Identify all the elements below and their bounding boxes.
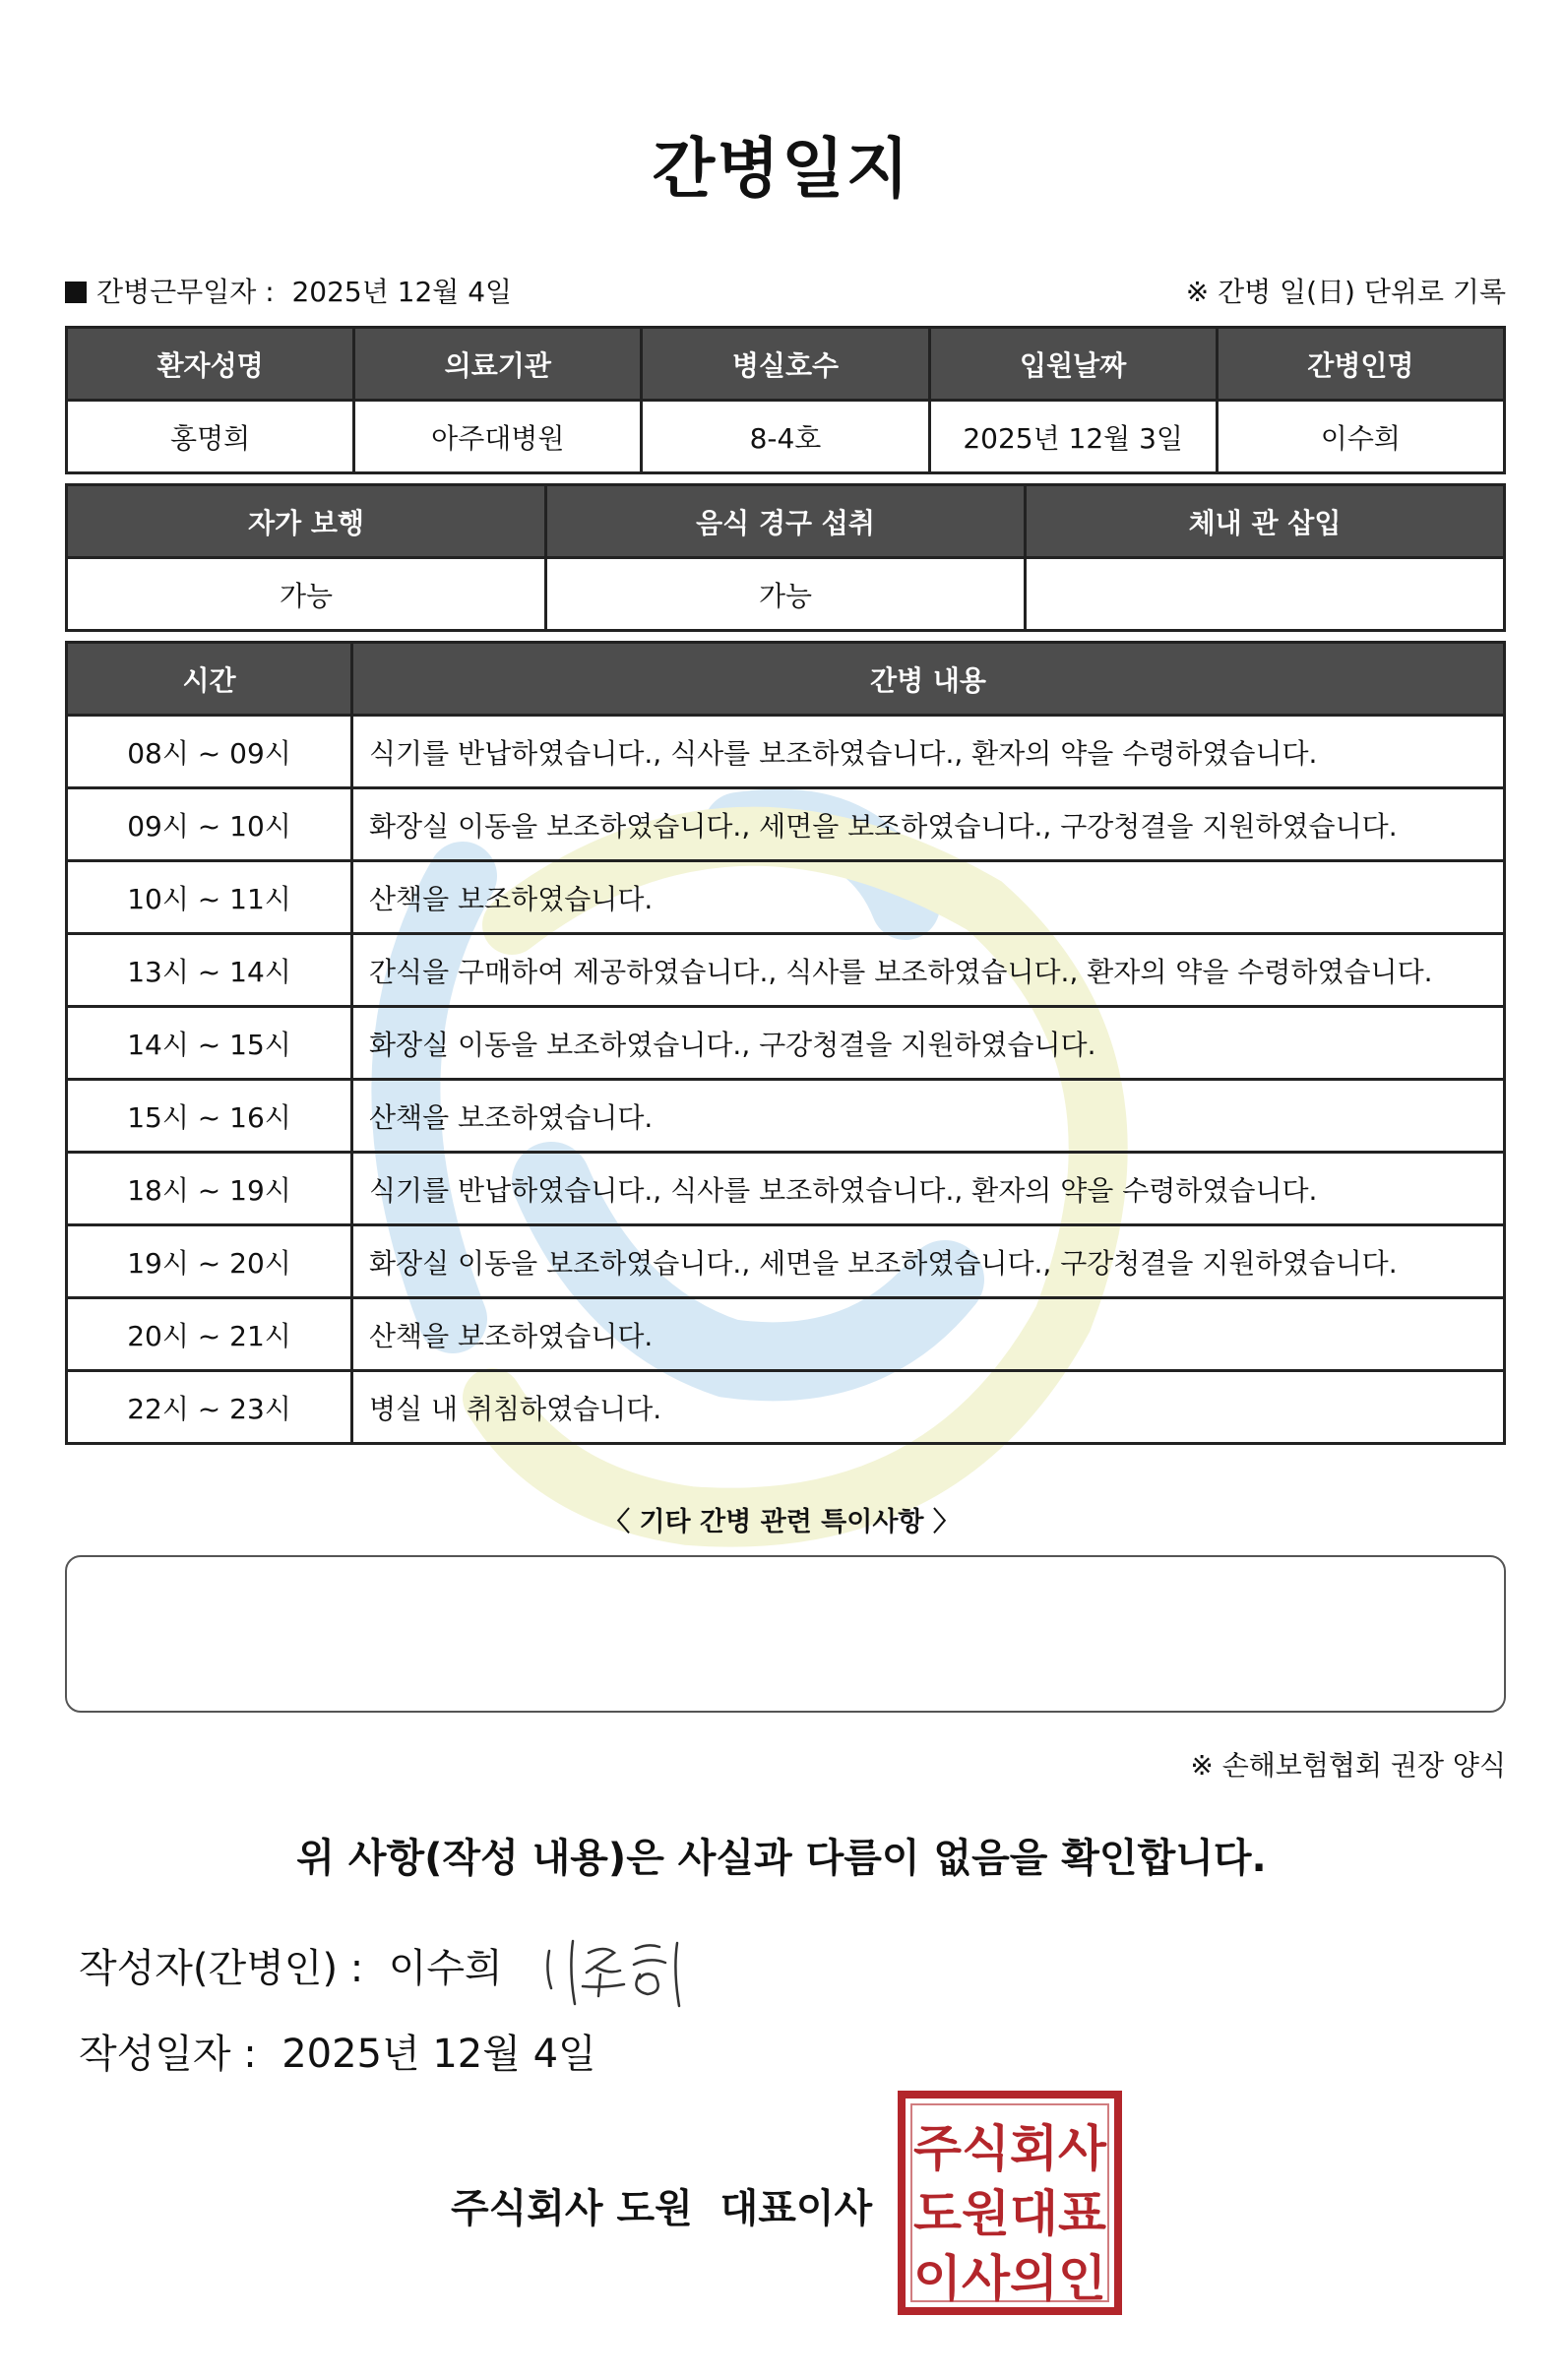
patient-name: 홍명희 — [67, 401, 354, 473]
log-time: 18시 ~ 19시 — [67, 1153, 352, 1225]
oral-intake-value: 가능 — [546, 558, 1026, 631]
log-content: 화장실 이동을 보조하였습니다., 구강청결을 지원하였습니다. — [352, 1007, 1505, 1080]
caregiver-name: 이수희 — [1217, 401, 1504, 473]
header-oral-intake: 음식 경구 섭취 — [546, 485, 1026, 558]
log-row — [67, 861, 1505, 934]
admission-date: 2025년 12월 3일 — [929, 401, 1217, 473]
header-care-content: 간병 내용 — [352, 643, 1505, 716]
header-hospital: 의료기관 — [354, 328, 642, 401]
written-date-label: 작성일자 : — [79, 2032, 257, 2077]
writer-label: 작성자(간병인) : — [79, 1946, 364, 1991]
kic-recommended-note: ※ 손해보험협회 권장 양식 — [1190, 1749, 1506, 1782]
log-time: 10시 ~ 11시 — [67, 861, 352, 934]
header-admission-date: 입원날짜 — [929, 328, 1217, 401]
square-bullet-icon — [65, 282, 87, 303]
writer-name: 이수희 — [388, 1946, 503, 1991]
work-date-value: 2025년 12월 4일 — [291, 276, 513, 308]
hospital-name: 아주대병원 — [354, 401, 642, 473]
log-content: 화장실 이동을 보조하였습니다., 세면을 보조하였습니다., 구강청결을 지원하였습니다. — [352, 788, 1505, 861]
log-time: 20시 ~ 21시 — [67, 1298, 352, 1371]
log-time: 09시 ~ 10시 — [67, 788, 352, 861]
header-time: 시간 — [67, 643, 352, 716]
status-header-row — [67, 485, 1505, 558]
header-room: 병실호수 — [642, 328, 929, 401]
log-content: 화장실 이동을 보조하였습니다., 세면을 보조하였습니다., 구강청결을 지원하였습니다. — [352, 1225, 1505, 1298]
written-date-value: 2025년 12월 4일 — [281, 2032, 596, 2077]
log-row — [67, 1371, 1505, 1444]
log-time: 08시 ~ 09시 — [67, 716, 352, 788]
log-content: 병실 내 취침하였습니다. — [352, 1371, 1505, 1444]
log-time: 22시 ~ 23시 — [67, 1371, 352, 1444]
patient-info-table — [65, 326, 1506, 474]
log-time: 13시 ~ 14시 — [67, 934, 352, 1007]
header-patient-name: 환자성명 — [67, 328, 354, 401]
log-content: 식기를 반납하였습니다., 식사를 보조하였습니다., 환자의 약을 수령하였습니다. — [352, 716, 1505, 788]
log-content: 산책을 보조하였습니다. — [352, 1298, 1505, 1371]
header-tube-insertion: 체내 관 삽입 — [1026, 485, 1505, 558]
log-time: 15시 ~ 16시 — [67, 1080, 352, 1153]
log-time: 14시 ~ 15시 — [67, 1007, 352, 1080]
status-value-row — [67, 558, 1505, 631]
tube-insertion-value — [1026, 558, 1505, 631]
log-row — [67, 1153, 1505, 1225]
work-date-label: 간병근무일자 : — [96, 276, 275, 308]
log-content: 간식을 구매하여 제공하였습니다., 식사를 보조하였습니다., 환자의 약을 수령하였습니다. — [352, 934, 1505, 1007]
patient-status-table — [65, 483, 1506, 632]
patient-value-row — [67, 401, 1505, 473]
company-representative: 주식회사 도원 대표이사 — [451, 2186, 873, 2231]
self-walking-value: 가능 — [67, 558, 546, 631]
log-row — [67, 934, 1505, 1007]
seal-line-3: 이사의인 — [913, 2250, 1106, 2307]
handwritten-signature — [539, 1931, 697, 2010]
log-row — [67, 1225, 1505, 1298]
company-seal-stamp — [898, 2091, 1122, 2315]
document-title: 간병일지 — [652, 131, 911, 207]
written-date-line — [79, 2023, 596, 2079]
log-content: 산책을 보조하였습니다. — [352, 861, 1505, 934]
room-number: 8-4호 — [642, 401, 929, 473]
confirmation-statement: 위 사항(작성 내용)은 사실과 다름이 없음을 확인합니다. — [296, 1836, 1267, 1881]
care-log-table — [65, 641, 1506, 1445]
header-self-walking: 자가 보행 — [67, 485, 546, 558]
seal-line-2: 도원대표 — [913, 2185, 1107, 2242]
log-row — [67, 1007, 1505, 1080]
log-content: 식기를 반납하였습니다., 식사를 보조하였습니다., 환자의 약을 수령하였습니다. — [352, 1153, 1505, 1225]
log-row — [67, 1080, 1505, 1153]
seal-line-1: 주식회사 — [913, 2120, 1107, 2177]
log-header-row — [67, 643, 1505, 716]
log-row — [67, 1298, 1505, 1371]
log-row — [67, 716, 1505, 788]
log-row — [67, 788, 1505, 861]
log-time: 19시 ~ 20시 — [67, 1225, 352, 1298]
unit-note: ※ 간병 일(日) 단위로 기록 — [1185, 276, 1506, 308]
work-date — [65, 271, 512, 310]
notes-box[interactable] — [65, 1555, 1506, 1713]
patient-header-row — [67, 328, 1505, 401]
log-content: 산책을 보조하였습니다. — [352, 1080, 1505, 1153]
notes-title: 〈 기타 간병 관련 특이사항 〉 — [603, 1507, 960, 1537]
header-caregiver: 간병인명 — [1217, 328, 1504, 401]
writer-line — [79, 1937, 503, 1993]
